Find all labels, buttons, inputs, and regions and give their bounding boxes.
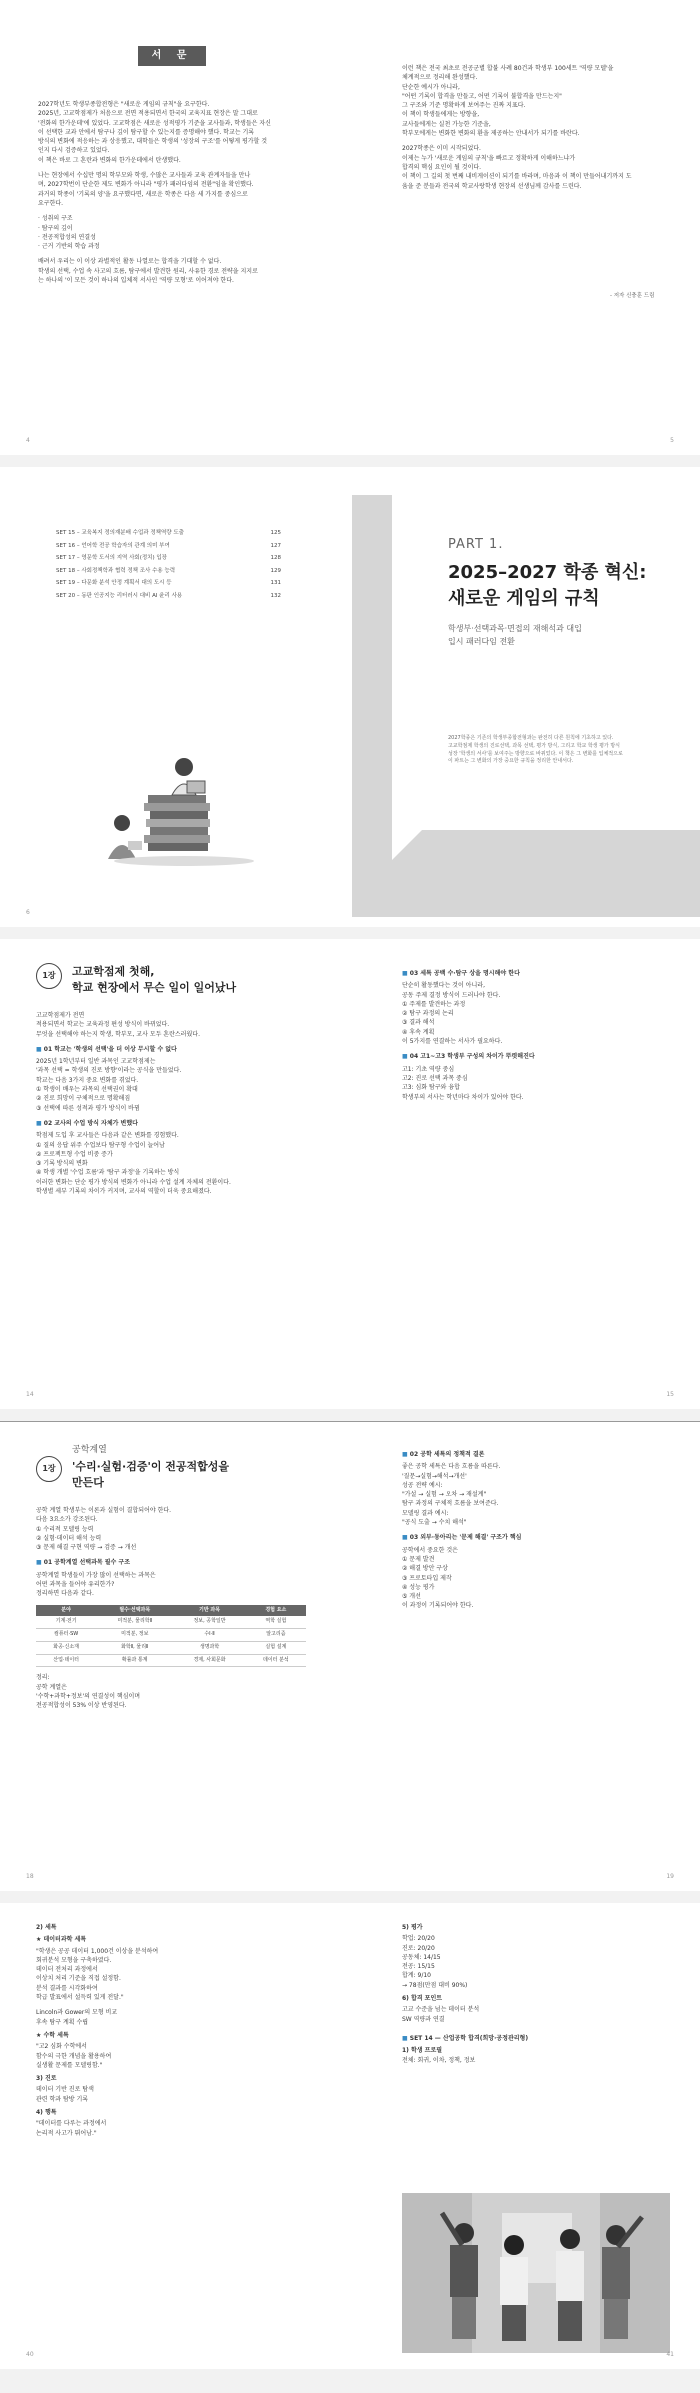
section-title: 04 고1~고3 학생부 구성의 차이가 뚜렷해진다 <box>409 1053 535 1061</box>
section-heading <box>402 969 672 978</box>
body-line: "공식 도출 → 수치 해석" <box>402 1519 467 1527</box>
toc-item-label: SET 18 – 사회정책학과 협력 정책 조사 수용 능력 <box>56 567 176 574</box>
body-line: 고2: 진로 선택 과목 중심 <box>402 1074 468 1082</box>
body-line: 단순히 활동했다는 것이 아니라, <box>402 982 485 990</box>
part1-spread <box>0 467 700 927</box>
subsection-heading: 2) 세특 <box>36 1924 57 1931</box>
body-line: ① 질의 응답 위주 수업보다 탐구형 수업이 늘어남 <box>36 1141 165 1149</box>
section-title: 03 외부·동아리는 '문제 해결' 구조가 핵심 <box>409 1534 522 1542</box>
subsection-heading: 1) 학생 프로필 <box>402 2047 443 2055</box>
body-line: 후속 탐구 계획 수립 <box>36 2018 89 2026</box>
body-line: ② 프로젝트형 수업 비중 증가 <box>36 1150 113 1158</box>
intro-line: 공학 계열 학생부는 이론과 실험이 결합되어야 한다. <box>36 1507 172 1514</box>
toc-item[interactable] <box>56 527 281 540</box>
students-photo <box>402 2193 670 2353</box>
body-line: 관련 학과 탐방 기록 <box>36 2095 89 2103</box>
body-line: ⑤ 개선 <box>402 1593 421 1601</box>
toc-item-label: SET 17 – 영문학 도서의 지역 사회(정치) 입장 <box>56 555 167 562</box>
body-line: SW 역량과 연결 <box>402 2015 445 2023</box>
body-line: 공학에서 중요한 것은 <box>402 1546 458 1554</box>
table-cell: 정보, 공학일반 <box>173 1616 245 1628</box>
part-label: PART 1. <box>448 537 504 552</box>
body-line: "학생은 공공 데이터 1,000건 이상을 분석하여 <box>36 1947 159 1955</box>
section-marker: ■ <box>36 1119 44 1127</box>
section-title: 01 학교는 '학생의 선택'을 더 이상 무시할 수 없다 <box>43 1045 177 1053</box>
body-line: 2025년 1학년부터 일반 과목인 고교학점제는 <box>36 1058 156 1066</box>
body-line: "가설 → 실험 → 오차 → 재설계" <box>402 1491 487 1499</box>
body-line: 이상치 처리 기준을 직접 설정함. <box>36 1975 121 1983</box>
intro-line: ② 실험·데이터 해석 능력 <box>36 1534 102 1542</box>
body-line: "데이터를 다루는 과정에서 <box>36 2120 107 2128</box>
section-heading <box>36 1045 316 1054</box>
table-cell: 화학Ⅱ, 물리Ⅱ <box>96 1641 173 1654</box>
preface-line: 학생의 선택, 수업 속 사고의 흐름, 탐구에서 발견한 원리, 사유한 경로 전략을 지지로 <box>38 267 258 275</box>
part-intro-line: 성장 '학생의 서사'를 보여주는 방향으로 바뀌었다. 이 책은 그 변화를 입체적으로 <box>448 750 623 757</box>
section-marker: ■ <box>402 1451 410 1458</box>
intro-line: 적용되면서 학교는 교육과정 편성 방식이 바뀌었다. <box>36 1021 170 1029</box>
preface-line: "어떤 기록이 합격을 만들고, 어떤 기록이 불합격을 만드는지" <box>402 92 562 100</box>
part-title-line1: 2025–2027 학종 혁신: <box>448 562 647 583</box>
body-line: 학급 발표에서 설득력 있게 전달." <box>36 1994 124 2002</box>
toc-item-page: 132 <box>270 592 281 599</box>
table-cell: 데이터 분석 <box>246 1654 306 1667</box>
preface-line: 합격의 핵심 요인이 될 것이다. <box>402 163 482 171</box>
preface-line: 2027학년도 학생부종합전형은 "새로운 게임의 규칙"을 요구한다. <box>38 101 210 108</box>
body-line: 분석 결과를 시각화하여 <box>36 1984 98 1992</box>
section-marker: ■ <box>402 970 410 977</box>
section-title: 02 공학 세특의 정책적 결론 <box>409 1451 485 1458</box>
body-line: 전체: 회귀, 이차, 정책, 정보 <box>402 2056 476 2064</box>
part-intro-line: 2027학종은 기존의 학생부종합전형과는 완전히 다른 원칙에 기초하고 있다. <box>448 735 614 741</box>
table-cell: 산업·데이터 <box>36 1654 96 1667</box>
star-heading: ★ 수학 세특 <box>36 2031 69 2039</box>
preface-spread <box>0 0 700 455</box>
preface-line: 는 하나의 '이 모든 것이 하나의 입체적 서사인 '역량 모형'로 이어져야 한다. <box>38 277 234 285</box>
subsection-heading: 6) 합격 포인트 <box>402 1995 443 2003</box>
part-intro <box>448 735 688 766</box>
chapter2-left-column <box>36 1506 326 1711</box>
table-header-cell: 기반 과목 <box>173 1605 245 1617</box>
body-line: ③ 결과 해석 <box>402 1019 435 1027</box>
body-line: 정리하면 다음과 같다. <box>36 1590 94 1598</box>
body-line: 학업: 20/20 <box>402 1935 435 1943</box>
body-line: ② 탐구 과정의 논리 <box>402 1010 454 1018</box>
preface-line: · 탐구의 깊이 <box>38 224 73 232</box>
body-line: ④ 후속 계획 <box>402 1028 435 1036</box>
table-cell: 미적분, 물리학Ⅱ <box>96 1616 173 1628</box>
section-heading <box>402 1450 672 1459</box>
toc-item-page: 127 <box>270 542 281 549</box>
body-line: 정리: <box>36 1674 50 1682</box>
subsection-heading: 4) 행특 <box>36 2109 57 2117</box>
table-row <box>36 1654 306 1667</box>
body-line: 학생부의 서사는 학년마다 차이가 있어야 한다. <box>402 1093 524 1101</box>
table-cell: 화공·신소재 <box>36 1641 96 1654</box>
body-line: 고1: 기초 역량 중심 <box>402 1065 455 1073</box>
body-line: → 78점(만점 대비 90%) <box>402 1981 468 1989</box>
preface-line: 이 책이 학생들에게는 방향을, <box>402 111 480 119</box>
chapter1-left-column <box>36 1011 316 1196</box>
part-shadow-corner <box>392 830 422 860</box>
toc-item-label: SET 15 – 교육복지 정의재분배 수업과 정책역량 도출 <box>56 530 184 536</box>
spread-divider <box>0 1409 700 1421</box>
toc-item[interactable] <box>56 540 281 553</box>
appendix-spread <box>0 1903 700 2369</box>
table-cell: 미적분, 정보 <box>96 1629 173 1642</box>
body-line: 이 과정이 기록되어야 한다. <box>402 1602 474 1610</box>
body-line: ① 학생이 배우는 과목의 선택권이 확대 <box>36 1086 138 1094</box>
section-heading <box>36 1558 326 1567</box>
course-table <box>36 1605 306 1668</box>
body-line: 진로: 20/20 <box>402 1944 435 1952</box>
preface-signature: - 저자 신충훈 드림 <box>610 293 655 299</box>
preface-title: 서 문 <box>151 50 193 62</box>
body-line: 이러한 변화는 단순 평가 방식의 변화가 아니라 수업 설계 자체의 전환이다. <box>36 1178 231 1186</box>
part-title-line2: 새로운 게임의 규칙 <box>448 588 600 609</box>
intro-line: 다음 3요소가 강조된다. <box>36 1516 98 1524</box>
table-cell: 역학 실험 <box>246 1616 306 1628</box>
body-line: ① 문제 발견 <box>402 1555 435 1563</box>
section-title: 01 공학계열 선택과목 필수 구조 <box>43 1559 131 1567</box>
page-number: 19 <box>666 1872 674 1880</box>
section-marker: ■ <box>402 1534 410 1542</box>
body-line: ④ 성능 평가 <box>402 1583 435 1591</box>
preface-line: 과거의 학종이 '기록의 양'을 요구했다면, 새로운 학종은 다음 세 가지를 중심으로 <box>38 190 248 198</box>
part-subtitle-line2: 입시 패러다임 전환 <box>448 637 515 646</box>
table-header-row <box>36 1605 306 1617</box>
body-line: ② 진로 희망이 구체적으로 명확해짐 <box>36 1095 131 1103</box>
toc-item-page: 128 <box>270 555 281 562</box>
toc-item-page: 129 <box>270 567 281 574</box>
preface-line: 2025년, 고교학점제가 처음으로 전면 적용되면서 한국의 교육지표 현장은 말 그대로 <box>38 110 258 118</box>
body-line: '수학+과학+정보'의 연결성이 핵심이며 <box>36 1693 141 1701</box>
part-intro-line: 이 파트는 그 변화의 가장 중요한 규칙을 정리한 안내서다. <box>448 758 574 765</box>
chapter-category: 공학계열 <box>72 1445 107 1455</box>
body-line: "고2 심화 수학에서 <box>36 2043 87 2051</box>
body-line: 고교 수준을 넘는 데이터 분석 <box>402 2006 480 2014</box>
body-line: 학점제 도입 후 교사들은 다음과 같은 변화를 경험했다. <box>36 1132 179 1140</box>
preface-line: 요구한다. <box>38 199 64 207</box>
body-line: ② 해결 방안 구상 <box>402 1565 448 1573</box>
body-line: ④ 학생 개별 '수업 흐름'과 '탐구 과정'을 기록하는 방식 <box>36 1169 180 1177</box>
appendix-left-column <box>36 1923 316 2138</box>
body-line: ③ 기록 방식의 변화 <box>36 1160 88 1168</box>
table-cell: 생명과학 <box>173 1641 245 1654</box>
intro-line: 무엇을 선택해야 하는지 학생, 학부모, 교사 모두 혼란스러웠다. <box>36 1030 200 1038</box>
page-number: 41 <box>666 2350 674 2358</box>
body-line: 전공: 15/15 <box>402 1963 435 1971</box>
section-heading <box>402 2034 672 2043</box>
spread-divider <box>0 1891 700 1903</box>
preface-line: 며, 2027학번이 단순한 제도 변화가 아니라 "평가 패러다임의 전환"임을 확인했다. <box>38 181 254 189</box>
body-line: 모델링 결과 예시: <box>402 1509 449 1517</box>
chapter-title-line2: 학교 현장에서 무슨 일이 일어났나 <box>72 981 237 994</box>
preface-line: 이 선택한 교과 안에서 탐구나 깊이 탐구할 수 있는지를 증명해야 했다. 학교는 기록 <box>38 128 255 136</box>
table-cell: 컴퓨터·SW <box>36 1629 96 1642</box>
section-title: 02 교사의 수업 방식 자체가 변했다 <box>43 1119 138 1127</box>
toc-item[interactable] <box>56 565 281 578</box>
subsection-heading: 3) 진로 <box>36 2075 57 2083</box>
table-cell: 경제, 사회문화 <box>173 1654 245 1667</box>
preface-right-column <box>402 64 672 191</box>
page-number: 15 <box>666 1390 674 1398</box>
body-line: 탐구 과정의 구체적 흐름을 보여준다. <box>402 1500 499 1508</box>
body-line: 데이터 전처리 과정에서 <box>36 1966 98 1974</box>
part-intro-line: 고교학점제 학생의 진로선택, 과목 선택, 평가 방식, 그리고 학교 학생 평가 방식 <box>448 742 620 749</box>
section-heading <box>402 1052 672 1061</box>
table-header-cell: 분야 <box>36 1605 96 1617</box>
body-line: 공학계열 학생들이 가장 많이 선택하는 과목은 <box>36 1571 156 1579</box>
toc-item-page: 125 <box>270 530 281 536</box>
chapter2-right-column <box>402 1444 672 1611</box>
intro-line: 고교학점제가 전면 <box>36 1012 85 1019</box>
body-line: '과목 선택 = 학생의 진로 방향'이라는 공식을 만들었다. <box>36 1067 182 1075</box>
section-marker: ■ <box>402 2034 410 2042</box>
body-line: 이 5가지를 연결하는 서사가 필요하다. <box>402 1038 503 1046</box>
preface-line: 교사들에게는 실천 가능한 기준을, <box>402 120 491 128</box>
body-line: Lincoln과 Gower의 모형 비교 <box>36 2009 118 2017</box>
page-number: 4 <box>26 436 30 444</box>
body-line: ③ 프로토타입 제작 <box>402 1574 452 1582</box>
preface-line: 체계적으로 정리해 완성했다. <box>402 74 478 82</box>
body-line: 데이터 기반 진로 탐색 <box>36 2086 94 2094</box>
table-header-cell: 경험 요소 <box>246 1605 306 1617</box>
section-marker: ■ <box>36 1559 44 1567</box>
toc-list <box>56 527 281 602</box>
intro-line: ③ 문제 해결 구현 역량 → 검증 → 개선 <box>36 1544 137 1552</box>
preface-line: · 전공적합성의 연결성 <box>38 233 96 241</box>
chapter1-spread <box>0 939 700 1409</box>
section-title: 03 세특 공백 수·탐구 상을 명시해야 한다 <box>409 970 520 977</box>
part-panel <box>352 495 700 917</box>
page-number: 5 <box>670 436 674 444</box>
toc-item[interactable] <box>56 552 281 565</box>
spread-divider <box>0 455 700 467</box>
preface-line: 이 책은 바로 그 혼란과 변화의 한가운데에서 탄생했다. <box>38 156 181 164</box>
chapter1-right-column <box>402 963 672 1102</box>
body-line: 학생별 세부 기록의 차이가 커지며, 교사의 역할이 더욱 중요해졌다. <box>36 1188 212 1196</box>
preface-line: 이제는 누가 '새로운 게임의 규칙'을 빠르고 정확하게 이해하느냐가 <box>402 154 576 162</box>
body-line: 어떤 과목을 들어야 유리한가? <box>36 1581 115 1589</box>
preface-line: 방식의 변화에 적응하는 과 상응했고, 대학들은 학생의 '성장의 구조'를 어떻게 평가할 것 <box>38 138 268 146</box>
body-line: ① 주제를 발견하는 과정 <box>402 1000 466 1008</box>
preface-line: 배려서 우리는 이 이상 과별적인 활동 나열로는 합격을 기대할 수 없다. <box>38 258 222 266</box>
table-cell: 실험 설계 <box>246 1641 306 1654</box>
toc-item-label: SET 16 – 언어학 전공 학습자의 관계 의미 부여 <box>56 542 170 549</box>
chapter-badge <box>36 963 62 989</box>
toc-item-label: SET 20 – 동판 인공지능 리터러시 대비 AI 윤리 사용 <box>56 592 183 599</box>
body-line: 실생활 문제를 모델링함." <box>36 2061 103 2069</box>
star-heading: ★ 데이터과학 세특 <box>36 1936 87 1944</box>
chapter2-spread <box>0 1421 700 1891</box>
body-line: 논리적 사고가 뛰어남." <box>36 2129 97 2137</box>
preface-line: 움을 준 분들과 전국의 학교사랑학생 현장의 선생님께 감사를 드린다. <box>402 182 582 190</box>
chapter-title-line1: '수리·실험·검증'이 전공적합성을 <box>72 1460 230 1473</box>
chapter-title-line1: 고교학점제 첫해, <box>72 965 155 978</box>
body-line: 전공적합성이 53% 이상 반영된다. <box>36 1702 127 1710</box>
table-row <box>36 1629 306 1642</box>
table-cell: 알고리즘 <box>246 1629 306 1642</box>
table-header-cell: 필수·선택과목 <box>96 1605 173 1617</box>
section-marker: ■ <box>36 1045 44 1053</box>
appendix-right-column <box>402 1923 672 2065</box>
part-inner-card <box>392 495 700 830</box>
chapter-number: 1장 <box>36 963 62 989</box>
table-cell: 기계·전기 <box>36 1616 96 1628</box>
body-line: 회귀분석 모형을 구축하였다. <box>36 1956 112 1964</box>
preface-line: '전화의 한가운데'에 있었다. 고교학점은 새로운 성적평가 기준을 교사들과, 학생들은 자신 <box>38 119 271 127</box>
preface-line: 단순한 예시가 아니라, <box>402 83 460 91</box>
body-line: ③ 선택에 따른 성적과 평가 방식이 바뀜 <box>36 1104 140 1112</box>
table-cell: 확률과 통계 <box>96 1654 173 1667</box>
body-line: '질문→실험→해석→개선' <box>402 1472 467 1480</box>
table-row <box>36 1616 306 1628</box>
body-line: 성공 전략 예시: <box>402 1481 443 1489</box>
section-heading <box>36 1119 316 1128</box>
section-marker: ■ <box>402 1053 410 1061</box>
spread-divider <box>0 927 700 939</box>
chapter-number: 1장 <box>36 1456 62 1482</box>
preface-line: · 성취의 구조 <box>38 215 73 223</box>
intro-line: ① 수리적 모델링 능력 <box>36 1525 94 1533</box>
preface-line: · 근거 기반의 학습 과정 <box>38 243 100 251</box>
preface-left-column <box>38 100 338 285</box>
part-subtitle-line1: 학생부·선택과목·면접의 재해석과 대입 <box>448 624 582 633</box>
preface-line: 이런 책은 전국 최초로 전공군별 합불 사례 80건과 학생부 100세트 '역량 모델'을 <box>402 65 614 72</box>
preface-title-tab <box>138 46 206 66</box>
body-line: 공동 주제 결정 방식이 드러나야 한다. <box>402 991 501 999</box>
preface-line: 나는 현장에서 수십만 명의 학부모와 학생, 수많은 교사들과 교육 관계자들을 만나 <box>38 172 251 180</box>
preface-line: 인지 다시 검증하고 있었다. <box>38 147 110 155</box>
section-title: SET 14 — 산업공학 합격(희망·공정관리형) <box>409 2034 529 2042</box>
table-row <box>36 1641 306 1654</box>
chapter-title-line2: 만든다 <box>72 1476 104 1489</box>
preface-line: 학부모에게는 변화한 변화의 환을 제공하는 안내서가 되기를 바란다. <box>402 130 580 138</box>
page-number: 14 <box>26 1390 34 1398</box>
page-number: 6 <box>26 908 30 916</box>
body-line: 공동체: 14/15 <box>402 1953 441 1961</box>
body-line: 학교는 다음 3가지 중요 변화를 겪었다. <box>36 1076 139 1084</box>
preface-line: 2027학종은 이미 시작되었다. <box>402 145 481 153</box>
body-line: 공학 계열은 <box>36 1683 67 1691</box>
page-number: 40 <box>26 2350 34 2358</box>
subsection-heading: 5) 평가 <box>402 1924 423 1931</box>
chapter-badge <box>36 1456 62 1482</box>
toc-item-page: 131 <box>270 580 281 587</box>
section-heading <box>402 1533 672 1542</box>
body-line: 합계: 9/10 <box>402 1972 431 1980</box>
preface-line: 그 구조와 기준 명확하게 보여주는 진짜 지표다. <box>402 102 526 110</box>
body-line: 함수의 극한 개념을 활용하여 <box>36 2052 112 2060</box>
preface-line: 이 책이 그 길의 첫 번째 내비게이션이 되기를 바라며, 마음과 이 책이 만들어내기까지 도 <box>402 173 632 181</box>
body-line: 고3: 심화 탐구와 융합 <box>402 1084 460 1092</box>
body-line: 좋은 공학 세특은 다음 흐름을 따른다. <box>402 1463 501 1471</box>
toc-item[interactable] <box>56 590 281 603</box>
toc-item[interactable] <box>56 577 281 590</box>
table-cell: 수Ⅰ·Ⅱ <box>173 1629 245 1642</box>
student-illustration <box>88 737 278 877</box>
page-number: 18 <box>26 1872 34 1880</box>
toc-item-label: SET 19 – 다문화 분석 안정 계획서 대의 도시 등 <box>56 580 172 587</box>
